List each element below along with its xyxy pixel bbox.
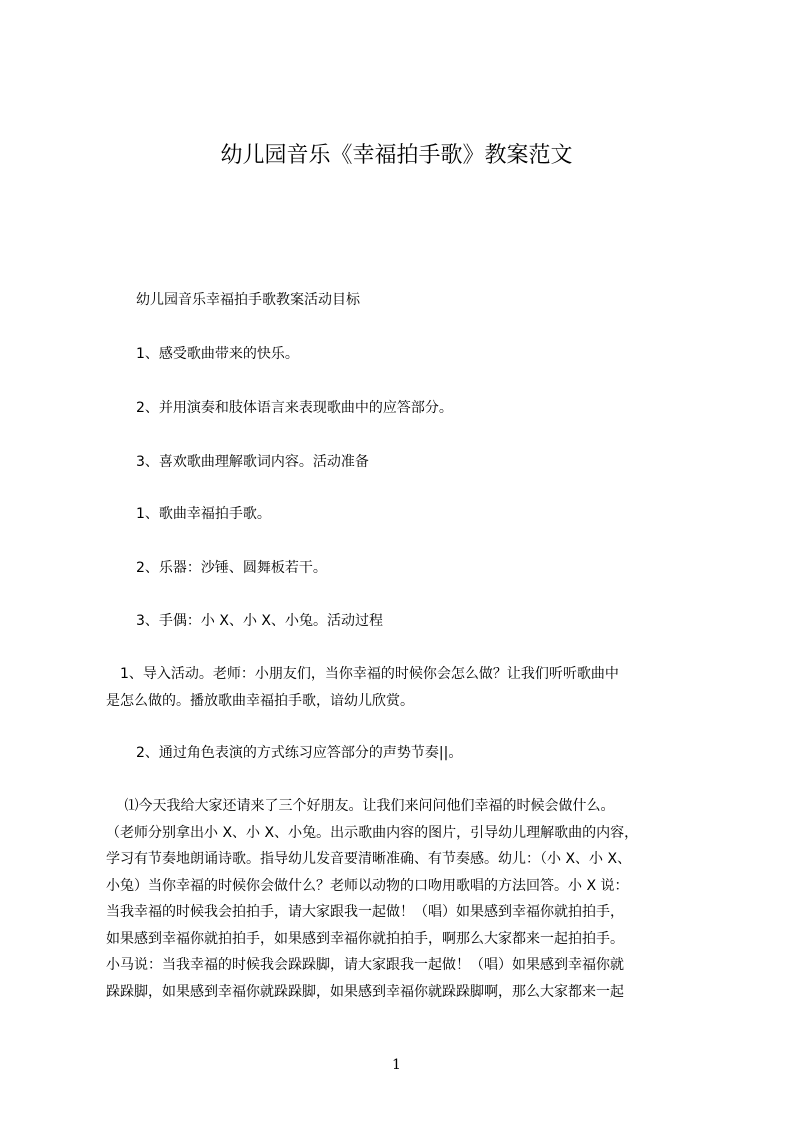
goal-item-1: 1、感受歌曲带来的快乐。 bbox=[136, 346, 299, 362]
text-line: 学习有节奏地朗诵诗歌。指导幼儿发音要清晰准确、有节奏感。幼儿：（小 X、小 X、 bbox=[106, 851, 632, 867]
text-line: 当我幸福的时候我会拍拍手，请大家跟我一起做！（唱）如果感到幸福你就拍拍手， bbox=[106, 904, 624, 920]
intro-paragraph bbox=[106, 661, 619, 714]
practice-paragraph: 2、通过角色表演的方式练习应答部分的声势节奏||。 bbox=[136, 745, 463, 761]
text-line: 小马说：当我幸福的时候我会跺跺脚，请大家跟我一起做！（唱）如果感到幸福你就 bbox=[106, 957, 624, 973]
text-line: （老师分别拿出小 X、小 X、小兔。出示歌曲内容的图片，引导幼儿理解歌曲的内容， bbox=[106, 824, 639, 841]
text-line: 跺跺脚，如果感到幸福你就跺跺脚，如果感到幸福你就跺跺脚啊，那么大家都来一起 bbox=[106, 983, 624, 1000]
text-line: 1、导入活动。老师：小朋友们，当你幸福的时候你会怎么做？让我们听听歌曲中 bbox=[106, 666, 619, 682]
text-line: 如果感到幸福你就拍拍手，如果感到幸福你就拍拍手，啊那么大家都来一起拍拍手。 bbox=[106, 930, 624, 947]
detail-paragraph bbox=[106, 793, 638, 1005]
goal-item-2: 2、并用演奏和肢体语言来表现歌曲中的应答部分。 bbox=[136, 400, 453, 416]
prep-item-1: 1、歌曲幸福拍手歌。 bbox=[136, 506, 271, 522]
goal-item-3: 3、喜欢歌曲理解歌词内容。活动准备 bbox=[136, 454, 369, 470]
prep-item-2: 2、乐器：沙锤、圆舞板若干。 bbox=[136, 560, 327, 576]
text-line: ⑴今天我给大家还请来了三个好朋友。让我们来问问他们幸福的时候会做什么。 bbox=[106, 798, 615, 814]
document-title: 幼儿园音乐《幸福拍手歌》教案范文 bbox=[220, 143, 573, 168]
text-line: 小兔）当你幸福的时候你会做什么？老师以动物的口吻用歌唱的方法回答。小 X 说： bbox=[106, 877, 629, 894]
goal-heading: 幼儿园音乐幸福拍手歌教案活动目标 bbox=[136, 292, 360, 308]
page-number: 1 bbox=[392, 1057, 401, 1073]
text-line: 是怎么做的。播放歌曲幸福拍手歌，谙幼儿欣赏。 bbox=[106, 692, 414, 709]
prep-item-3: 3、手偶：小 X、小 X、小兔。活动过程 bbox=[136, 613, 383, 629]
